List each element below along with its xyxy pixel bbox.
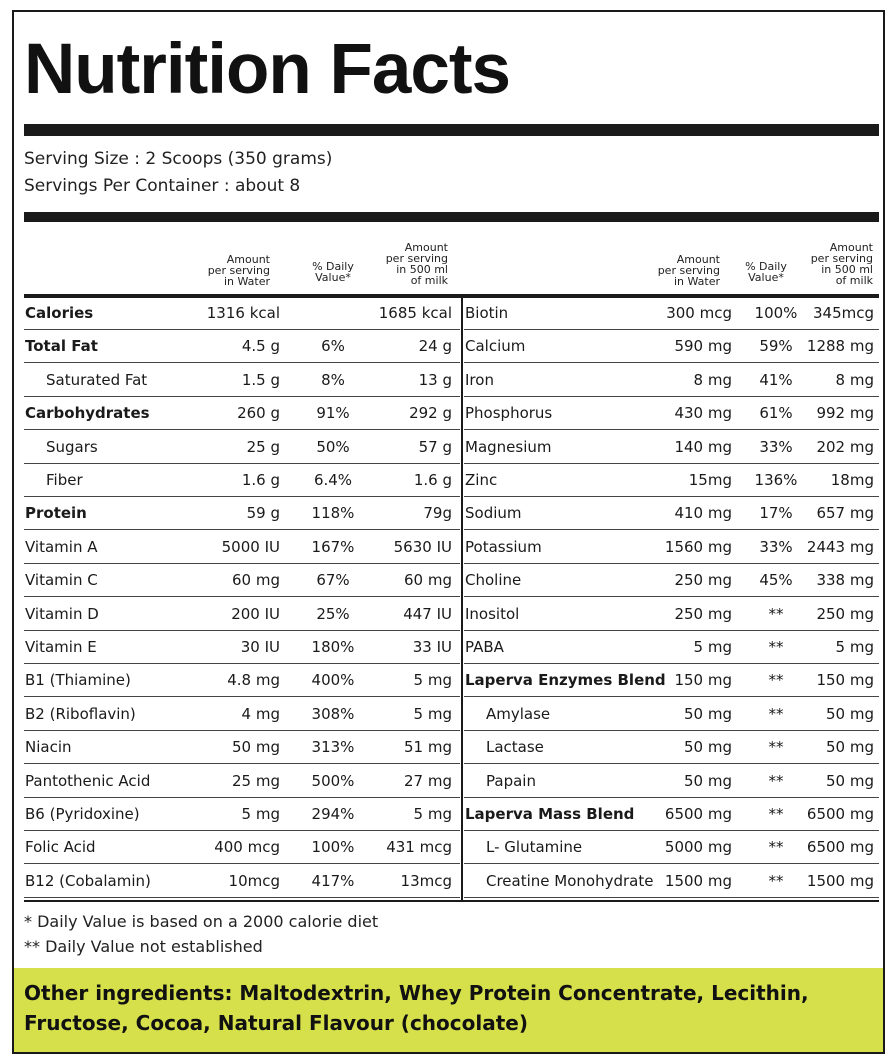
nutrient-name: Inositol (465, 604, 520, 623)
table-row (24, 365, 460, 397)
table-row (464, 498, 879, 530)
table-row (24, 732, 460, 764)
amount-in-milk: 33 IU (412, 638, 452, 656)
amount-in-milk: 13 g (418, 370, 452, 389)
daily-value-percent: ** (768, 638, 784, 656)
amount-in-milk: 2443 mg (806, 537, 874, 556)
amount-in-milk: 50 mg (826, 738, 874, 757)
amount-in-water: 1316 kcal (206, 304, 280, 322)
amount-in-milk: 292 g (409, 404, 452, 423)
nutrient-name: Papain (486, 771, 536, 790)
daily-value-percent: 308% (311, 704, 355, 723)
amount-in-water: 5 mg (693, 638, 732, 656)
amount-in-water: 250 mg (674, 604, 732, 623)
table-row (24, 331, 460, 363)
amount-in-water: 1560 mg (664, 537, 732, 556)
table-row (464, 832, 879, 864)
daily-value-percent: 294% (311, 805, 355, 823)
amount-in-milk: 5630 IU (393, 537, 452, 556)
amount-in-milk: 27 mg (404, 771, 452, 790)
table-row (24, 665, 460, 697)
column-divider (461, 298, 463, 900)
daily-value-percent: ** (768, 671, 784, 690)
table-row (464, 599, 879, 631)
amount-in-water: 50 mg (684, 738, 732, 757)
daily-value-percent: 313% (311, 738, 355, 757)
amount-in-water: 150 mg (674, 671, 732, 690)
amount-in-milk: 1.6 g (413, 471, 452, 489)
daily-value-percent: 50% (316, 437, 350, 456)
table-row (24, 498, 460, 530)
amount-in-milk: 150 mg (816, 671, 874, 690)
amount-in-water: 430 mg (674, 404, 732, 423)
nutrient-name: Magnesium (465, 437, 552, 456)
amount-in-milk: 345mcg (812, 304, 874, 322)
amount-in-water: 1.5 g (241, 370, 280, 389)
amount-in-water: 5 mg (241, 805, 280, 823)
divider-bar (24, 124, 879, 136)
daily-value-percent: 91% (316, 404, 350, 423)
amount-in-milk: 24 g (418, 337, 452, 356)
nutrient-name: Calcium (465, 337, 526, 356)
table-row (24, 465, 460, 497)
header-water: Amount per serving in Water (207, 253, 270, 288)
amount-in-milk: 57 g (418, 437, 452, 456)
amount-in-water: 5000 IU (221, 537, 280, 556)
amount-in-milk: 5 mg (413, 704, 452, 723)
daily-value-percent: 400% (311, 671, 355, 690)
nutrient-name: Iron (465, 370, 494, 389)
table-row (464, 699, 879, 731)
table-row (24, 565, 460, 597)
amount-in-milk: 60 mg (404, 571, 452, 590)
nutrient-name: Choline (465, 571, 522, 590)
amount-in-milk: 51 mg (404, 738, 452, 757)
daily-value-percent: ** (768, 805, 784, 823)
table-row (464, 732, 879, 764)
daily-value-percent: ** (768, 871, 784, 890)
daily-value-percent: 180% (311, 638, 355, 656)
nutrient-name: Zinc (465, 471, 498, 489)
other-ingredients-band (14, 968, 883, 1052)
daily-value-percent: 33% (759, 437, 793, 456)
header-water: Amount per serving in Water (657, 253, 720, 288)
table-row (464, 432, 879, 464)
footnote-daily-value: * Daily Value is based on a 2000 calorie diet (24, 912, 379, 931)
amount-in-water: 10mcg (228, 871, 280, 890)
daily-value-percent: ** (768, 838, 784, 857)
amount-in-water: 250 mg (674, 571, 732, 590)
amount-in-water: 5000 mg (664, 838, 732, 857)
table-row (464, 799, 879, 831)
table-row (24, 866, 460, 898)
table-row (464, 465, 879, 497)
nutrient-name: B2 (Riboflavin) (25, 704, 136, 723)
daily-value-percent: 100% (754, 304, 798, 322)
daily-value-percent: 6% (321, 337, 345, 356)
amount-in-water: 6500 mg (664, 805, 732, 823)
table-row (464, 766, 879, 798)
amount-in-milk: 431 mcg (386, 838, 452, 857)
table-row (464, 365, 879, 397)
table-row (24, 599, 460, 631)
amount-in-milk: 1500 mg (806, 871, 874, 890)
divider-bar (24, 212, 879, 222)
amount-in-milk: 5 mg (835, 638, 874, 656)
nutrient-name: Potassium (465, 537, 542, 556)
nutrient-name: Saturated Fat (46, 370, 148, 389)
amount-in-water: 4.5 g (241, 337, 280, 356)
daily-value-percent: 45% (759, 571, 793, 590)
amount-in-water: 140 mg (674, 437, 732, 456)
amount-in-water: 300 mcg (666, 304, 732, 322)
table-row (464, 331, 879, 363)
daily-value-percent: ** (768, 704, 784, 723)
amount-in-milk: 79g (423, 504, 452, 523)
amount-in-water: 4.8 mg (227, 671, 280, 690)
daily-value-percent: 500% (311, 771, 355, 790)
nutrient-name: Phosphorus (465, 404, 553, 423)
table-row (24, 532, 460, 564)
nutrient-name: B12 (Cobalamin) (25, 871, 151, 890)
nutrient-name: Vitamin C (25, 571, 98, 590)
nutrient-name: Folic Acid (25, 838, 96, 857)
amount-in-water: 200 IU (231, 604, 280, 623)
table-row (24, 432, 460, 464)
amount-in-water: 30 IU (240, 638, 280, 656)
amount-in-milk: 5 mg (413, 805, 452, 823)
amount-in-water: 50 mg (684, 771, 732, 790)
header-daily-value: % Daily Value* (745, 260, 787, 284)
daily-value-percent: 67% (316, 571, 350, 590)
amount-in-milk: 338 mg (816, 571, 874, 590)
amount-in-milk: 1685 kcal (378, 304, 452, 322)
serving-size: Serving Size : 2 Scoops (350 grams) (24, 149, 333, 169)
daily-value-percent: 6.4% (313, 471, 353, 489)
page-title: Nutrition Facts (24, 30, 510, 109)
amount-in-water: 400 mcg (214, 838, 280, 857)
nutrient-name: Laperva Enzymes Blend (465, 671, 666, 690)
amount-in-water: 50 mg (684, 704, 732, 723)
table-row (24, 699, 460, 731)
header-daily-value: % Daily Value* (312, 260, 354, 284)
table-row (24, 766, 460, 798)
nutrition-label (12, 10, 885, 1054)
amount-in-water: 4 mg (241, 704, 280, 723)
nutrient-name: Creatine Monohydrate (486, 871, 654, 890)
table-row (24, 298, 460, 330)
daily-value-percent: 17% (759, 504, 793, 523)
other-ingredients: Other ingredients: Maltodextrin, Whey Protein Concentrate, Lecithin, Fructose, Cocoa, Natural Flavour (chocolate) (24, 981, 809, 1035)
nutrient-name: Calories (25, 304, 94, 322)
nutrient-name: Vitamin D (25, 604, 99, 623)
amount-in-milk: 992 mg (816, 404, 874, 423)
amount-in-water: 410 mg (674, 504, 732, 523)
nutrient-name: L- Glutamine (486, 838, 583, 857)
daily-value-percent: 136% (754, 471, 798, 489)
amount-in-water: 60 mg (232, 571, 280, 590)
nutrient-name: Lactase (486, 738, 544, 757)
amount-in-milk: 50 mg (826, 771, 874, 790)
daily-value-percent: 417% (311, 871, 355, 890)
amount-in-milk: 202 mg (816, 437, 874, 456)
nutrient-name: Vitamin E (25, 638, 97, 656)
amount-in-water: 50 mg (232, 738, 280, 757)
nutrient-name: B1 (Thiamine) (25, 671, 131, 690)
nutrient-name: Laperva Mass Blend (465, 805, 635, 823)
nutrient-name: Protein (25, 504, 87, 523)
table-row (464, 632, 879, 664)
amount-in-water: 25 mg (232, 771, 280, 790)
daily-value-percent: 33% (759, 537, 793, 556)
nutrient-name: Fiber (46, 471, 83, 489)
table-row (24, 398, 460, 430)
table-row (24, 799, 460, 831)
nutrient-name: Pantothenic Acid (25, 771, 151, 790)
table-row (464, 398, 879, 430)
amount-in-milk: 657 mg (816, 504, 874, 523)
amount-in-milk: 1288 mg (806, 337, 874, 356)
amount-in-water: 8 mg (693, 370, 732, 389)
table-row (464, 532, 879, 564)
daily-value-percent: 167% (311, 537, 355, 556)
table-row (464, 665, 879, 697)
nutrient-name: Amylase (486, 704, 551, 723)
footnote-not-established: ** Daily Value not established (24, 937, 263, 956)
amount-in-milk: 447 IU (403, 604, 452, 623)
daily-value-percent: ** (768, 738, 784, 757)
amount-in-milk: 6500 mg (806, 838, 874, 857)
amount-in-water: 590 mg (674, 337, 732, 356)
daily-value-percent: 61% (759, 404, 793, 423)
nutrient-name: Niacin (25, 738, 72, 757)
amount-in-milk: 50 mg (826, 704, 874, 723)
table-row (24, 632, 460, 664)
table-row (464, 866, 879, 898)
amount-in-water: 260 g (237, 404, 280, 423)
daily-value-percent: 118% (311, 504, 355, 523)
nutrient-name: B6 (Pyridoxine) (25, 805, 140, 823)
daily-value-percent: 59% (759, 337, 793, 356)
nutrient-name: Biotin (465, 304, 509, 322)
amount-in-milk: 5 mg (413, 671, 452, 690)
table-row (464, 298, 879, 330)
amount-in-water: 15mg (688, 471, 732, 489)
amount-in-milk: 6500 mg (806, 805, 874, 823)
nutrient-name: Sodium (465, 504, 522, 523)
daily-value-percent: 8% (321, 370, 345, 389)
header-milk: Amount per serving in 500 ml of milk (385, 241, 448, 287)
amount-in-water: 59 g (246, 504, 280, 523)
amount-in-milk: 13mcg (400, 871, 452, 890)
nutrient-table (24, 234, 879, 902)
amount-in-milk: 18mg (830, 471, 874, 489)
servings-per-container: Servings Per Container : about 8 (24, 176, 301, 196)
daily-value-percent: ** (768, 604, 784, 623)
nutrient-name: Vitamin A (25, 537, 98, 556)
nutrient-name: Total Fat (25, 337, 98, 356)
daily-value-percent: 100% (311, 838, 355, 857)
daily-value-percent: 41% (759, 370, 793, 389)
daily-value-percent: 25% (316, 604, 350, 623)
amount-in-water: 25 g (246, 437, 280, 456)
amount-in-milk: 8 mg (835, 370, 874, 389)
nutrient-name: PABA (465, 638, 504, 656)
amount-in-milk: 250 mg (816, 604, 874, 623)
table-row (24, 832, 460, 864)
amount-in-water: 1.6 g (241, 471, 280, 489)
amount-in-water: 1500 mg (664, 871, 732, 890)
nutrient-name: Sugars (46, 437, 98, 456)
header-milk: Amount per serving in 500 ml of milk (810, 241, 873, 287)
table-row (464, 565, 879, 597)
nutrient-name: Carbohydrates (25, 404, 150, 423)
daily-value-percent: ** (768, 771, 784, 790)
